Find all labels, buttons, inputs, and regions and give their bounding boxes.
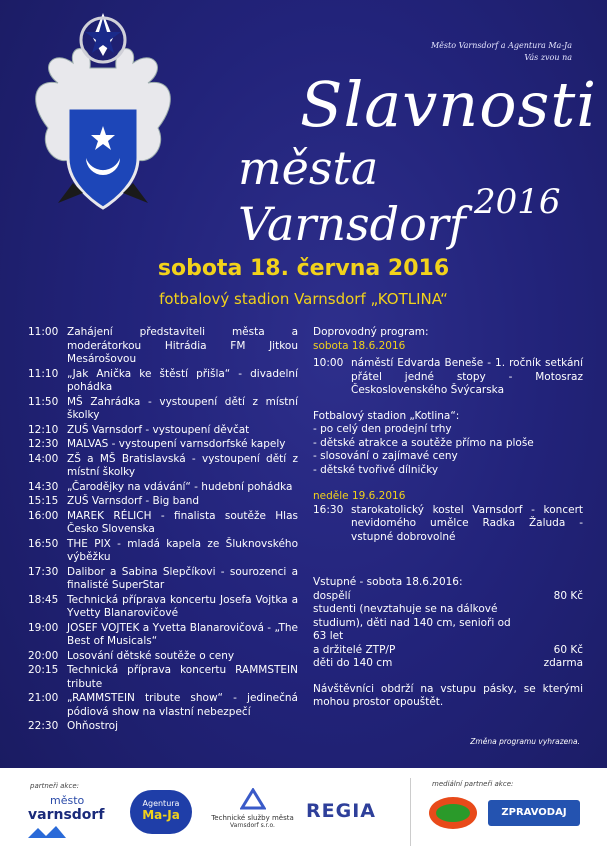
saturday-time: 10:00 bbox=[313, 357, 344, 369]
logo-mesto-varnsdorf bbox=[28, 794, 128, 842]
program-time: 19:00 bbox=[28, 621, 59, 634]
price-kids-row bbox=[313, 657, 583, 671]
price-ztp-row bbox=[313, 644, 583, 658]
program-text: ZUŠ Varnsdorf - Big band bbox=[67, 495, 200, 507]
program-row bbox=[28, 424, 298, 438]
program-row bbox=[28, 481, 298, 495]
program-text: ZŠ a MŠ Bratislavská - vystoupení dětí z místní školky bbox=[67, 452, 298, 478]
change-note: Změna programu vyhrazena. bbox=[470, 737, 580, 746]
program-row bbox=[28, 495, 298, 509]
program-row bbox=[28, 538, 298, 565]
price-ztp-value: 60 Kč bbox=[553, 643, 583, 656]
radio-logo-icon bbox=[428, 796, 478, 830]
program-text: JOSEF VOJTEK a Yvetta Blanarovičová - „The Best of Musicals“ bbox=[67, 621, 298, 647]
invite-line-1: Město Varnsdorf a Agentura Ma-Ja bbox=[430, 41, 572, 50]
logo-mesto-2: varnsdorf bbox=[28, 807, 105, 823]
title-line-1: Slavnosti bbox=[300, 68, 598, 141]
media-partners-label: mediální partneři akce: bbox=[432, 780, 514, 788]
program-text: „Jak Anička ke štěstí přišla“ - divadelní pohádka bbox=[67, 367, 298, 393]
title-year: 2016 bbox=[474, 182, 561, 222]
program-row bbox=[28, 396, 298, 423]
price-adult-value: 80 Kč bbox=[553, 589, 583, 602]
program-row bbox=[28, 453, 298, 480]
program-text: Zahájení představiteli města a moderátorkou Hitrádia FM Jitkou Mesárošovou bbox=[67, 326, 298, 365]
invitation-text bbox=[362, 40, 572, 64]
tsm-icon bbox=[240, 788, 266, 810]
program-text: ZUŠ Varnsdorf - vystoupení děvčat bbox=[67, 423, 250, 436]
sunday-item bbox=[313, 504, 583, 545]
program-row bbox=[28, 566, 298, 593]
logo-mesto-1: město bbox=[50, 794, 85, 807]
price-kids: děti do 140 cm bbox=[313, 657, 393, 669]
event-venue: fotbalový stadion Varnsdorf „KOTLINA“ bbox=[159, 290, 448, 308]
program-text: Ohňostroj bbox=[67, 720, 119, 732]
price-ztp: a držitelé ZTP/P bbox=[313, 643, 396, 656]
program-time: 20:15 bbox=[28, 664, 59, 676]
program-text: Dalibor a Sabina Slepčíkovi - sourozenci a finalisté SuperStar bbox=[67, 565, 298, 591]
logo-regia: REGIA bbox=[306, 800, 376, 822]
program-row bbox=[28, 510, 298, 537]
program-row bbox=[28, 622, 298, 649]
program-row bbox=[28, 720, 298, 734]
program-text: Technická příprava koncertu Josefa Vojtka a Yvetty Blanarovičové bbox=[67, 593, 298, 619]
logo-zpravodaj: ZPRAVODAJ bbox=[488, 800, 580, 826]
program-time: 14:00 bbox=[28, 452, 59, 465]
program-text: „RAMMSTEIN tribute show“ - jedinečná pódiová show na vlastní nebezpečí bbox=[67, 692, 298, 718]
program-time: 21:00 bbox=[28, 692, 59, 704]
saturday-item bbox=[313, 357, 583, 398]
program-text: Losování dětské soutěže o ceny bbox=[67, 649, 235, 662]
logo-maja-2: Ma-Ja bbox=[142, 808, 180, 822]
price-heading: Vstupné - sobota 18.6.2016: bbox=[313, 576, 463, 588]
stadium-item: - slosování o zajímavé ceny bbox=[313, 450, 458, 462]
price-adult-row bbox=[313, 590, 583, 604]
program-text: „Čarodějky na vdávání“ - hudební pohádka bbox=[67, 480, 293, 493]
side-heading: Doprovodný program: bbox=[313, 326, 429, 338]
stadium-item: - po celý den prodejní trhy bbox=[313, 423, 452, 435]
stadium-heading: Fotbalový stadion „Kotlina“: bbox=[313, 409, 460, 422]
program-row bbox=[28, 664, 298, 691]
program-text: THE PIX - mladá kapela ze Šluknovského výběžku bbox=[67, 537, 298, 563]
price-kids-value: zdarma bbox=[543, 657, 583, 669]
program-time: 12:10 bbox=[28, 423, 59, 436]
program-time: 14:30 bbox=[28, 480, 59, 493]
program-time: 11:50 bbox=[28, 395, 59, 408]
stadium-item: - dětské atrakce a soutěže přímo na ploše bbox=[313, 436, 534, 449]
logo-agentura-maja bbox=[130, 790, 192, 834]
program-row bbox=[28, 326, 298, 367]
program-time: 17:30 bbox=[28, 565, 59, 578]
program-row bbox=[28, 438, 298, 452]
logo-ts-2: Varnsdorf s.r.o. bbox=[230, 822, 275, 829]
mountains-icon bbox=[28, 826, 88, 838]
program-text: MŠ Zahrádka - vystoupení dětí z místní školky bbox=[67, 395, 298, 421]
program-time: 22:30 bbox=[28, 720, 59, 732]
footer-divider bbox=[410, 778, 411, 846]
program-time: 11:10 bbox=[28, 367, 59, 380]
logo-ts-1: Technické služby města bbox=[211, 814, 294, 822]
program-row bbox=[28, 368, 298, 395]
logo-maja-1: Agentura bbox=[142, 799, 180, 808]
event-date: sobota 18. června 2016 bbox=[157, 256, 450, 281]
sunday-label: neděle 19.6.2016 bbox=[313, 490, 406, 502]
saturday-label: sobota 18.6.2016 bbox=[313, 339, 406, 352]
program-row bbox=[28, 594, 298, 621]
logo-technicke-sluzby bbox=[205, 788, 300, 829]
program-time: 15:15 bbox=[28, 495, 59, 507]
program-text: MALVAS - vystoupení varnsdorfské kapely bbox=[67, 438, 286, 450]
program-time: 12:30 bbox=[28, 438, 59, 450]
program-time: 16:00 bbox=[28, 509, 59, 522]
stadium-item: - dětské tvořivé dílničky bbox=[313, 463, 439, 476]
program-text: Technická příprava koncertu RAMMSTEIN tribute bbox=[67, 664, 298, 690]
invite-line-2: Vás zvou na bbox=[524, 53, 572, 62]
program-row bbox=[28, 692, 298, 719]
program-time: 16:50 bbox=[28, 537, 59, 550]
sunday-text: starokatolický kostel Varnsdorf - koncert nevidomého umělce Radka Žaluda - vstupné dobrovolné bbox=[351, 503, 583, 543]
side-program bbox=[313, 326, 583, 710]
program-time: 11:00 bbox=[28, 326, 59, 338]
program-time: 20:00 bbox=[28, 649, 59, 662]
program-time: 18:45 bbox=[28, 593, 59, 606]
visitors-note: Návštěvníci obdrží na vstupu pásky, se kterými mohou prostor opouštět. bbox=[313, 682, 583, 708]
program-row bbox=[28, 650, 298, 664]
program-text: MAREK RÉLICH - finalista soutěže Hlas Česko Slovenska bbox=[67, 509, 298, 535]
price-adult: dospělí bbox=[313, 589, 351, 602]
partners-label: partneři akce: bbox=[30, 782, 80, 790]
city-crest-icon bbox=[28, 8, 178, 223]
price-students: studenti (nevztahuje se na dálkové studium), děti nad 140 cm, senioři od 63 let bbox=[313, 603, 511, 642]
program-list bbox=[28, 326, 298, 735]
saturday-text: náměstí Edvarda Beneše - 1. ročník setkání přátel jedné stopy - Motosraz Československého Švýcarska bbox=[351, 357, 583, 396]
sunday-time: 16:30 bbox=[313, 503, 344, 516]
partners-footer bbox=[0, 768, 607, 855]
title-line-2: města Varnsdorf bbox=[238, 141, 466, 251]
